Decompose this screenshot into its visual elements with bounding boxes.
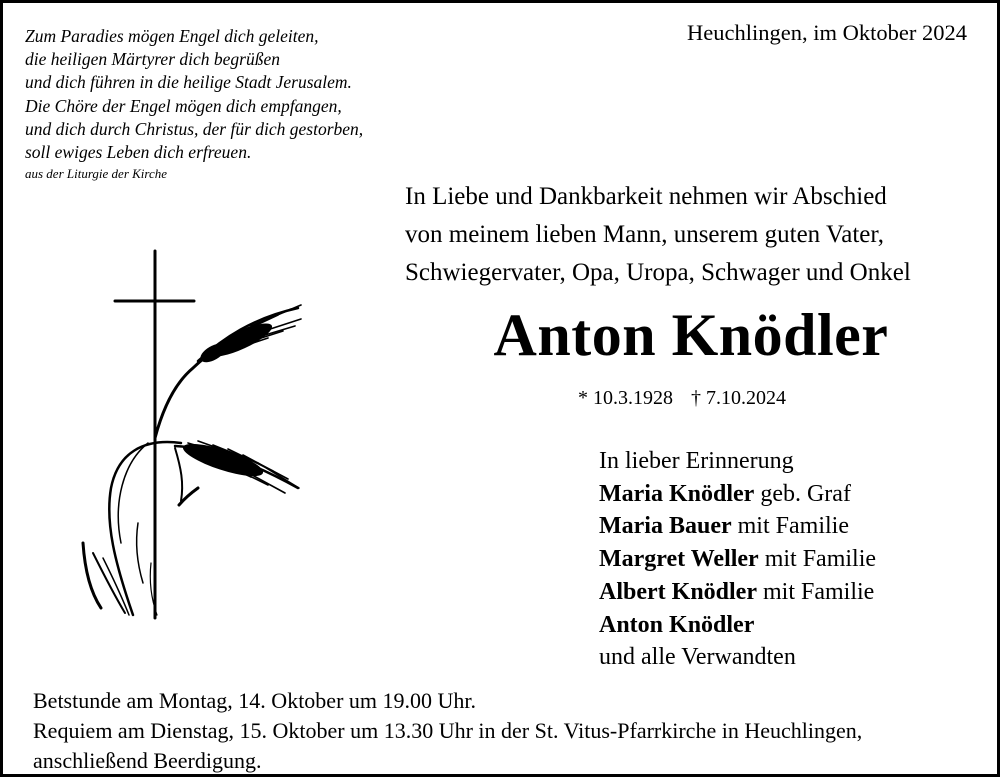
- mourner-entry: [599, 576, 876, 609]
- mourners-list: [599, 445, 876, 674]
- mourner-name: Maria Knödler: [599, 480, 755, 507]
- service-line: anschließend Beerdigung.: [33, 748, 262, 773]
- mourner-entry: [599, 510, 876, 543]
- mourner-name: Anton Knödler: [599, 611, 755, 638]
- intro-text: [405, 178, 911, 292]
- poem-source: aus der Liturgie der Kirche: [25, 166, 168, 182]
- mourner-entry: [599, 478, 876, 511]
- mourner-name: Margret Weller: [599, 546, 759, 573]
- mourner-entry: [599, 543, 876, 576]
- mourner-name: Maria Bauer: [599, 513, 732, 540]
- mourners-closing: und alle Verwandten: [599, 644, 796, 671]
- poem: [25, 25, 363, 184]
- poem-line: und dich führen in die heilige Stadt Jerusalem.: [25, 72, 352, 93]
- mourner-suffix: geb. Graf: [754, 480, 851, 507]
- intro-line: von meinem lieben Mann, unserem guten Vater,: [405, 221, 884, 248]
- place-date: Heuchlingen, im Oktober 2024: [687, 20, 967, 45]
- poem-line: soll ewiges Leben dich erfreuen.: [25, 142, 252, 163]
- mourner-entry: [599, 609, 876, 642]
- service-line: Betstunde am Montag, 14. Oktober um 19.00 Uhr.: [33, 688, 477, 713]
- life-dates: [578, 387, 786, 410]
- service-details: [33, 686, 862, 776]
- poem-line: Zum Paradies mögen Engel dich geleiten,: [25, 26, 319, 46]
- poem-line: und dich durch Christus, der für dich gestorben,: [25, 118, 364, 139]
- intro-line: Schwiegervater, Opa, Uropa, Schwager und Onkel: [405, 259, 911, 286]
- birth-date: * 10.3.1928: [578, 387, 673, 409]
- mourner-suffix: mit Familie: [756, 578, 875, 605]
- mourner-suffix: mit Familie: [758, 546, 877, 573]
- death-date: † 7.10.2024: [691, 387, 786, 409]
- mourners-heading: In lieber Erinnerung: [599, 448, 794, 474]
- cross-with-wheat-icon: [63, 243, 323, 628]
- mourner-suffix: mit Familie: [731, 513, 849, 540]
- mourner-name: Albert Knödler: [599, 578, 757, 605]
- service-line: Requiem am Dienstag, 15. Oktober um 13.30 Uhr in der St. Vitus-Pfarrkirche in Heuchlingen,: [33, 718, 863, 743]
- poem-line: die heiligen Märtyrer dich begrüßen: [25, 49, 280, 70]
- intro-line: In Liebe und Dankbarkeit nehmen wir Abschied: [405, 183, 887, 210]
- deceased-name: Anton Knödler: [493, 302, 889, 368]
- poem-line: Die Chöre der Engel mögen dich empfangen,: [25, 95, 342, 116]
